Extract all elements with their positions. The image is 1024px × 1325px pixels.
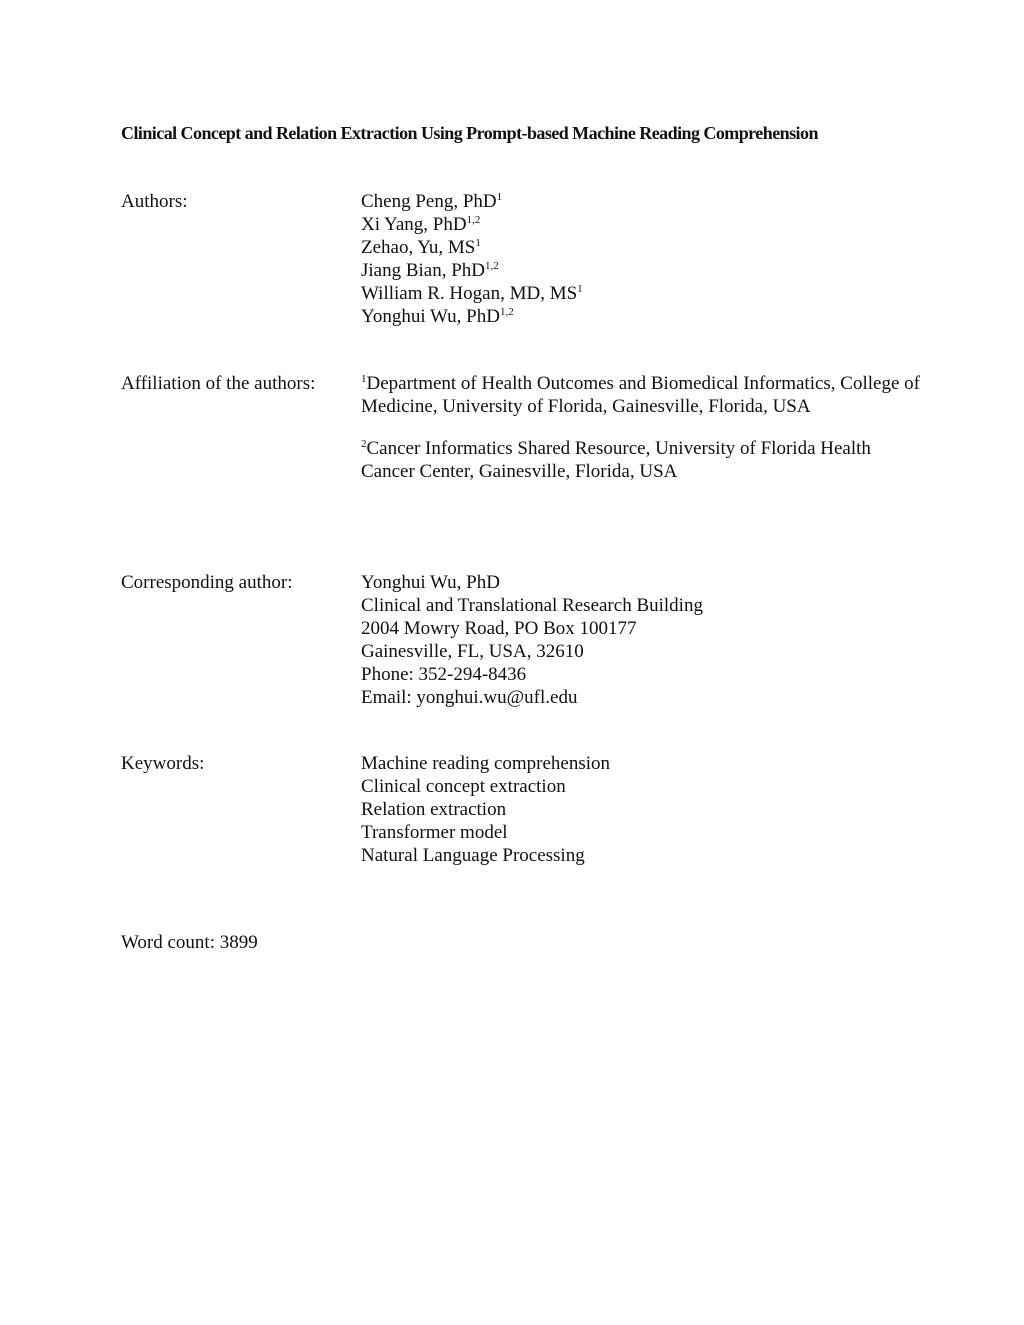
corresponding-email: Email: yonghui.wu@ufl.edu [361, 687, 578, 708]
keyword-item: Relation extraction [361, 799, 507, 820]
affiliation-label: Affiliation of the authors: [121, 373, 316, 394]
keyword-item: Clinical concept extraction [361, 776, 566, 797]
keyword-item: Machine reading comprehension [361, 753, 611, 774]
corresponding-street: 2004 Mowry Road, PO Box 100177 [361, 618, 637, 639]
corresponding-building: Clinical and Translational Research Building [361, 595, 703, 616]
affiliation-list [361, 372, 921, 483]
author-entry: Cheng Peng, PhD$^1$ [361, 191, 503, 212]
corresponding-details [361, 571, 921, 709]
word-count: Word count: 3899 [121, 932, 258, 953]
keywords-label: Keywords: [121, 753, 205, 774]
authors-list [361, 190, 921, 328]
authors-label: Authors: [121, 191, 188, 212]
corresponding-phone: Phone: 352-294-8436 [361, 664, 527, 685]
affiliation-entry: $^1$Department of Health Outcomes and Biomedical Informatics, College of Medicine, University of Florida, Gainesville, Florida, USA [361, 373, 920, 417]
corresponding-label: Corresponding author: [121, 572, 293, 593]
author-entry: Zehao, Yu, $MS^1$ [361, 237, 481, 258]
keywords-list [361, 752, 921, 867]
corresponding-city: Gainesville, FL, USA, 32610 [361, 641, 584, 662]
corresponding-name: Yonghui Wu, PhD [361, 572, 500, 593]
author-entry: Jiang Bian, PhD$^{1,2}$ [361, 260, 499, 281]
author-entry: William R. Hogan, MD, $MS^1$ [361, 283, 583, 304]
author-entry: Yonghui Wu, PhD$^{1,2}$ [361, 306, 514, 327]
affiliation-entry: $^2$Cancer Informatics Shared Resource, University of Florida Health Cancer Center, Gainesville, Florida, USA [361, 438, 871, 482]
keyword-item: Natural Language Processing [361, 845, 585, 866]
author-entry: Xi Yang, PhD$^{1,2}$ [361, 214, 481, 235]
paper-title: Clinical Concept and Relation Extraction Using Prompt-based Machine Reading Comprehension [121, 123, 818, 143]
keyword-item: Transformer model [361, 822, 508, 843]
